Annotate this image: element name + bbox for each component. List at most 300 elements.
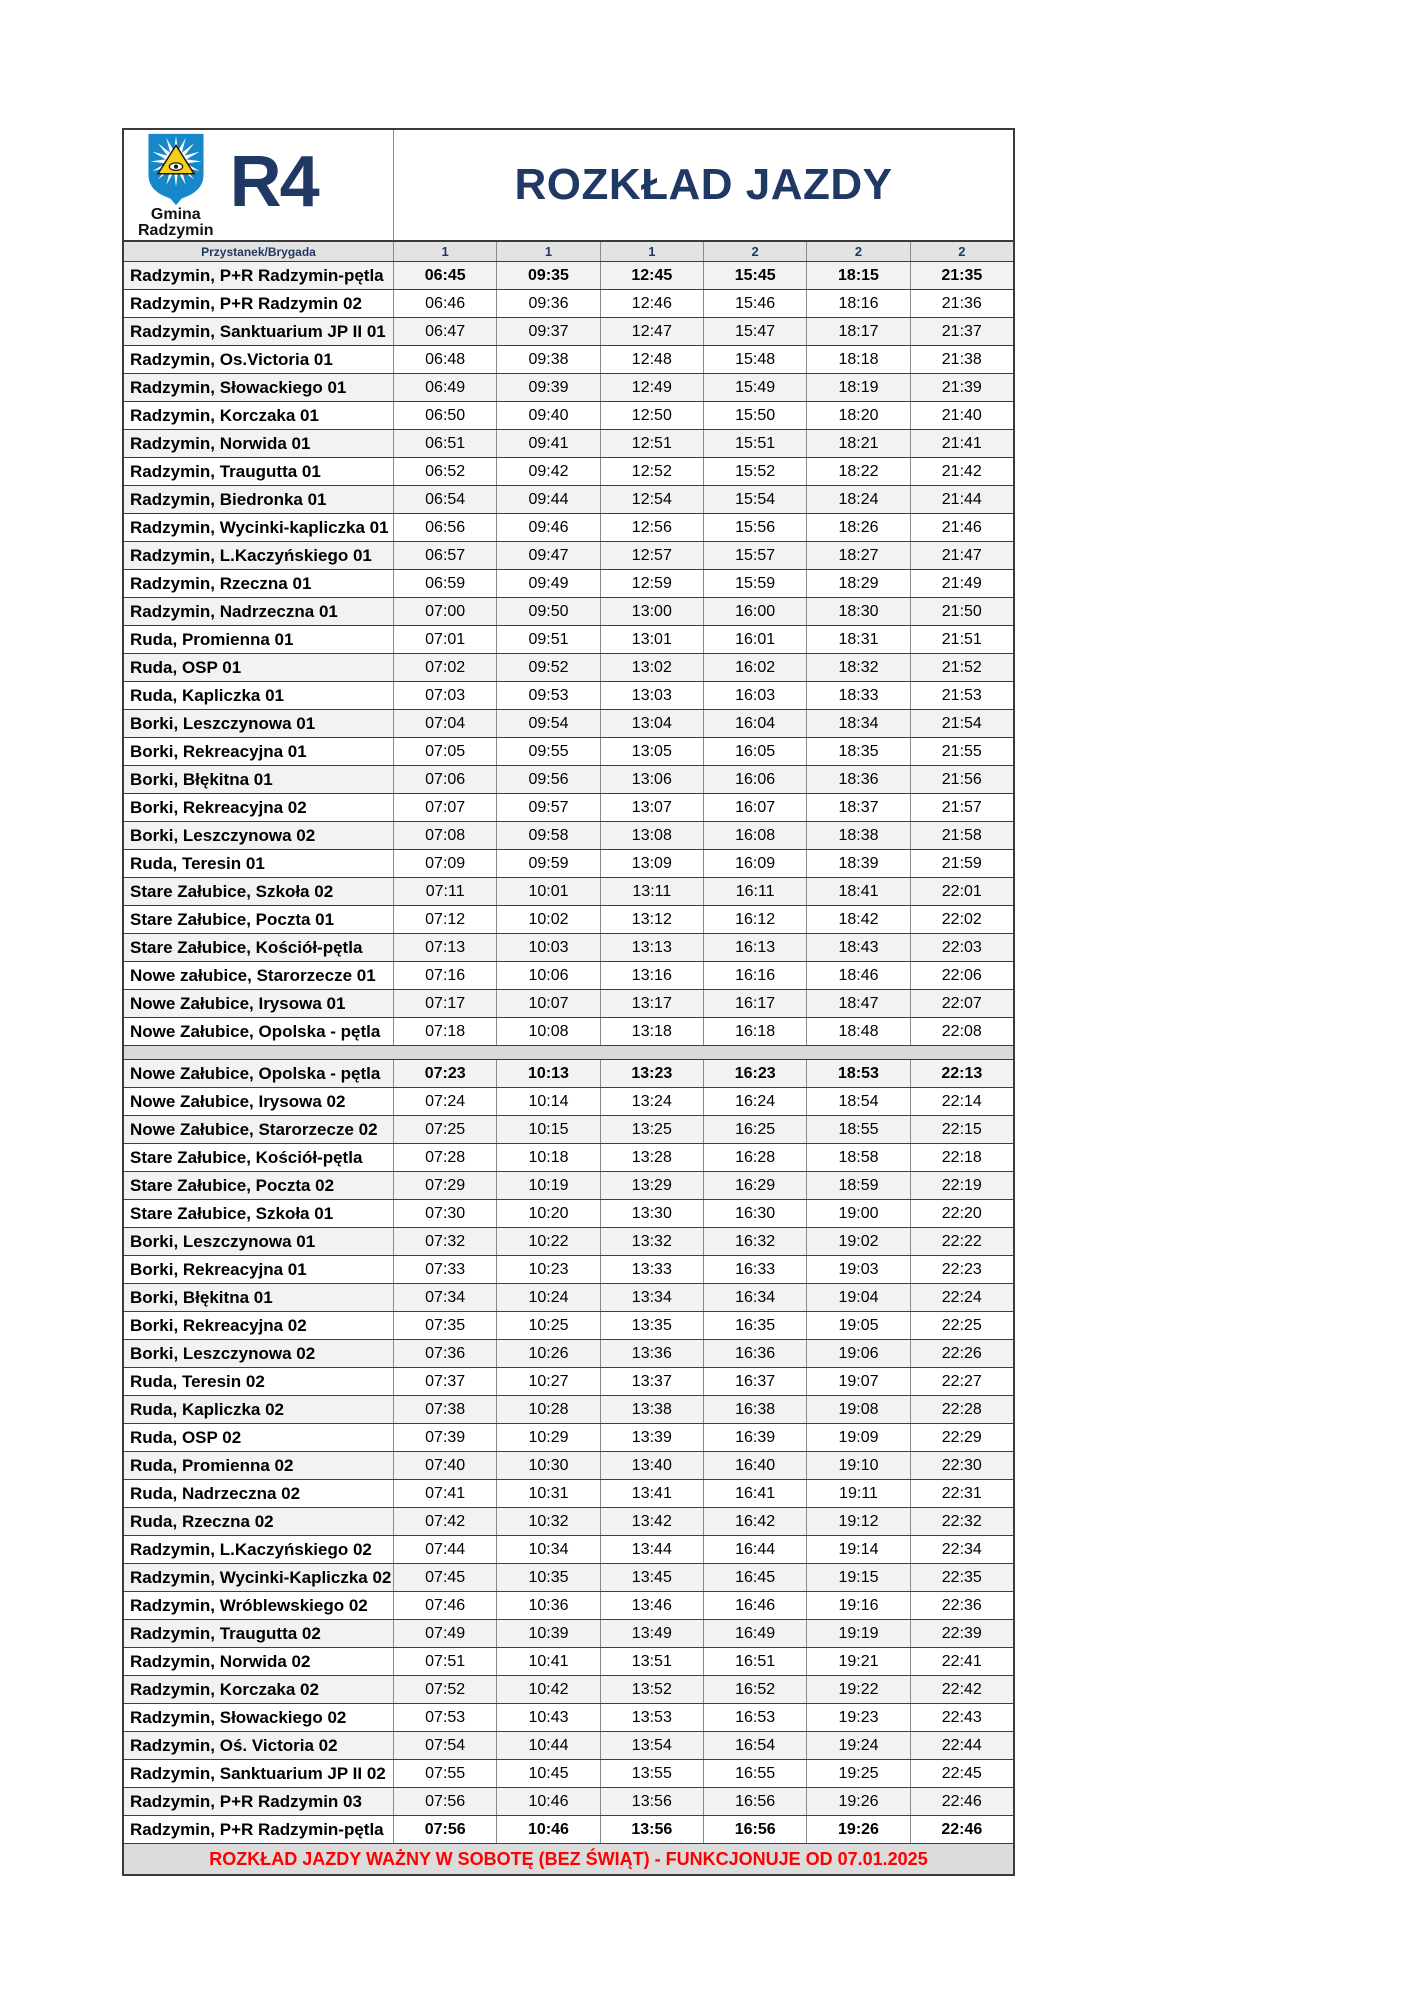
departure-time-cell: 16:13 — [703, 934, 806, 961]
stop-name-cell: Nowe załubice, Starorzecze 01 — [124, 962, 394, 989]
table-row — [124, 1256, 1013, 1284]
stop-name-cell: Nowe Załubice, Opolska - pętla — [124, 1060, 394, 1087]
departure-time-cell: 15:50 — [703, 402, 806, 429]
table-row — [124, 1620, 1013, 1648]
departure-time-cell: 12:56 — [600, 514, 703, 541]
departure-time-cell: 15:52 — [703, 458, 806, 485]
departure-time-cell: 10:46 — [496, 1816, 599, 1843]
departure-time-cell: 16:38 — [703, 1396, 806, 1423]
stop-name-cell: Radzymin, Os.Victoria 01 — [124, 346, 394, 373]
departure-time-cell: 16:54 — [703, 1732, 806, 1759]
departure-time-cell: 21:54 — [910, 710, 1013, 737]
departure-time-cell: 10:32 — [496, 1508, 599, 1535]
departure-time-cell: 06:49 — [425, 378, 466, 396]
departure-time-cell: 13:46 — [600, 1592, 703, 1619]
departure-time-cell: 18:41 — [806, 878, 909, 905]
gmina-radzymin-logo — [138, 131, 214, 240]
departure-time-cell: 22:26 — [910, 1340, 1013, 1367]
departure-time-cell: 22:02 — [910, 906, 1013, 933]
departure-time-cell: 06:52 — [425, 462, 466, 480]
stop-name-cell: Radzymin, P+R Radzymin-pętla — [124, 1816, 394, 1843]
departure-time-cell: 19:11 — [806, 1480, 909, 1507]
departure-time-cell: 16:56 — [703, 1816, 806, 1843]
departure-time-cell: 10:25 — [496, 1312, 599, 1339]
departure-time-cell: 09:41 — [496, 430, 599, 457]
departure-time-cell: 06:57 — [425, 546, 466, 564]
stop-name-cell: Radzymin, P+R Radzymin 02 — [124, 290, 394, 317]
departure-time-cell: 18:15 — [806, 262, 909, 289]
departure-time-cell: 13:23 — [600, 1060, 703, 1087]
departure-time-cell: 09:46 — [496, 514, 599, 541]
departure-time-cell: 07:18 — [425, 1022, 466, 1040]
stop-name-cell: Ruda, OSP 02 — [124, 1424, 394, 1451]
departure-time-cell: 18:48 — [806, 1018, 909, 1045]
departure-time-cell: 18:20 — [806, 402, 909, 429]
departure-time-cell: 19:03 — [806, 1256, 909, 1283]
departure-time-cell: 07:54 — [425, 1736, 466, 1754]
departure-time-cell: 09:37 — [496, 318, 599, 345]
table-row — [124, 1312, 1013, 1340]
table-row — [124, 626, 1013, 654]
departure-time-cell: 16:30 — [703, 1200, 806, 1227]
table-row — [124, 766, 1013, 794]
departure-time-cell: 18:30 — [806, 598, 909, 625]
departure-time-cell: 13:41 — [600, 1480, 703, 1507]
departure-time-cell: 10:01 — [496, 878, 599, 905]
departure-time-cell: 13:45 — [600, 1564, 703, 1591]
departure-time-cell: 18:32 — [806, 654, 909, 681]
departure-time-cell: 07:01 — [425, 630, 466, 648]
departure-time-cell: 07:35 — [425, 1316, 466, 1334]
departure-time-cell: 07:08 — [425, 826, 466, 844]
table-row — [124, 822, 1013, 850]
stop-name-cell: Borki, Rekreacyjna 02 — [124, 794, 394, 821]
departure-time-cell: 16:18 — [703, 1018, 806, 1045]
departure-time-cell: 16:29 — [703, 1172, 806, 1199]
departure-time-cell: 13:25 — [600, 1116, 703, 1143]
departure-time-cell: 13:12 — [600, 906, 703, 933]
departure-time-cell: 09:50 — [496, 598, 599, 625]
departure-time-cell: 19:21 — [806, 1648, 909, 1675]
departure-time-cell: 09:59 — [496, 850, 599, 877]
table-row — [124, 1424, 1013, 1452]
departure-time-cell: 07:30 — [425, 1204, 466, 1222]
departure-time-cell: 10:43 — [496, 1704, 599, 1731]
departure-time-cell: 09:39 — [496, 374, 599, 401]
table-row — [124, 1648, 1013, 1676]
departure-time-cell: 16:46 — [703, 1592, 806, 1619]
departure-time-cell: 10:35 — [496, 1564, 599, 1591]
stop-name-cell: Radzymin, Biedronka 01 — [124, 486, 394, 513]
departure-time-cell: 13:24 — [600, 1088, 703, 1115]
stop-name-cell: Ruda, Promienna 02 — [124, 1452, 394, 1479]
departure-time-cell: 18:47 — [806, 990, 909, 1017]
departure-time-cell: 16:07 — [703, 794, 806, 821]
departure-time-cell: 15:45 — [703, 262, 806, 289]
departure-time-cell: 15:47 — [703, 318, 806, 345]
table-row — [124, 542, 1013, 570]
departure-time-cell: 16:02 — [703, 654, 806, 681]
departure-time-cell: 10:06 — [496, 962, 599, 989]
stop-name-cell: Radzymin, Nadrzeczna 01 — [124, 598, 394, 625]
table-row — [124, 318, 1013, 346]
departure-time-cell: 13:52 — [600, 1676, 703, 1703]
table-row — [124, 1788, 1013, 1816]
departure-time-cell: 10:08 — [496, 1018, 599, 1045]
departure-time-cell: 09:54 — [496, 710, 599, 737]
departure-time-cell: 21:46 — [910, 514, 1013, 541]
table-row — [124, 1396, 1013, 1424]
departure-time-cell: 16:04 — [703, 710, 806, 737]
departure-time-cell: 18:24 — [806, 486, 909, 513]
stop-name-cell: Radzymin, Norwida 02 — [124, 1648, 394, 1675]
stop-name-cell: Stare Załubice, Szkoła 01 — [124, 1200, 394, 1227]
departure-time-cell: 13:38 — [600, 1396, 703, 1423]
departure-time-cell: 22:36 — [910, 1592, 1013, 1619]
departure-time-cell: 06:48 — [425, 350, 466, 368]
departure-time-cell: 12:48 — [600, 346, 703, 373]
departure-time-cell: 07:56 — [425, 1792, 466, 1810]
departure-time-cell: 07:40 — [425, 1456, 466, 1474]
table-row — [124, 598, 1013, 626]
logo-caption-line2: Radzymin — [138, 222, 214, 239]
departure-time-cell: 19:16 — [806, 1592, 909, 1619]
departure-time-cell: 10:07 — [496, 990, 599, 1017]
departure-time-cell: 12:46 — [600, 290, 703, 317]
departure-time-cell: 21:40 — [910, 402, 1013, 429]
departure-time-cell: 07:37 — [425, 1372, 466, 1390]
departure-time-cell: 09:57 — [496, 794, 599, 821]
logo-caption-line1: Gmina — [150, 205, 201, 223]
stop-name-cell: Nowe Załubice, Opolska - pętla — [124, 1018, 394, 1045]
brigade-column-header: 1 — [441, 244, 449, 259]
departure-time-cell: 09:40 — [496, 402, 599, 429]
stop-name-cell: Ruda, OSP 01 — [124, 654, 394, 681]
departure-time-cell: 10:02 — [496, 906, 599, 933]
table-row — [124, 934, 1013, 962]
timetable-table — [122, 128, 1015, 1876]
stop-name-cell: Stare Załubice, Poczta 02 — [124, 1172, 394, 1199]
departure-time-cell: 19:23 — [806, 1704, 909, 1731]
departure-time-cell: 10:45 — [496, 1760, 599, 1787]
stop-name-cell: Radzymin, Sanktuarium JP II 01 — [124, 318, 394, 345]
stop-name-cell: Borki, Rekreacyjna 01 — [124, 1256, 394, 1283]
departure-time-cell: 21:57 — [910, 794, 1013, 821]
departure-time-cell: 21:52 — [910, 654, 1013, 681]
departure-time-cell: 21:36 — [910, 290, 1013, 317]
departure-time-cell: 09:51 — [496, 626, 599, 653]
stop-name-cell: Stare Załubice, Kościół-pętla — [124, 934, 394, 961]
departure-time-cell: 22:35 — [910, 1564, 1013, 1591]
table-row — [124, 1172, 1013, 1200]
departure-time-cell: 16:01 — [703, 626, 806, 653]
departure-time-cell: 13:13 — [600, 934, 703, 961]
departure-time-cell: 07:09 — [425, 854, 466, 872]
stop-name-cell: Stare Załubice, Poczta 01 — [124, 906, 394, 933]
departure-time-cell: 16:24 — [703, 1088, 806, 1115]
departure-time-cell: 07:49 — [425, 1624, 466, 1642]
departure-time-cell: 16:33 — [703, 1256, 806, 1283]
departure-time-cell: 13:02 — [600, 654, 703, 681]
departure-time-cell: 18:39 — [806, 850, 909, 877]
departure-time-cell: 18:18 — [806, 346, 909, 373]
departure-time-cell: 10:26 — [496, 1340, 599, 1367]
departure-time-cell: 22:13 — [910, 1060, 1013, 1087]
radzymin-crest-icon — [145, 131, 207, 207]
departure-time-cell: 21:42 — [910, 458, 1013, 485]
departure-time-cell: 06:59 — [425, 574, 466, 592]
departure-time-cell: 13:11 — [600, 878, 703, 905]
table-row — [124, 1284, 1013, 1312]
departure-time-cell: 16:37 — [703, 1368, 806, 1395]
departure-time-cell: 22:27 — [910, 1368, 1013, 1395]
departure-time-cell: 16:53 — [703, 1704, 806, 1731]
departure-time-cell: 07:51 — [425, 1652, 466, 1670]
table-row — [124, 794, 1013, 822]
departure-time-cell: 18:43 — [806, 934, 909, 961]
route-badge: R4 — [229, 142, 318, 222]
departure-time-cell: 13:30 — [600, 1200, 703, 1227]
departure-time-cell: 10:20 — [496, 1200, 599, 1227]
departure-time-cell: 07:41 — [425, 1484, 466, 1502]
departure-time-cell: 22:22 — [910, 1228, 1013, 1255]
stop-name-cell: Borki, Błękitna 01 — [124, 1284, 394, 1311]
departure-time-cell: 22:45 — [910, 1760, 1013, 1787]
departure-time-cell: 16:55 — [703, 1760, 806, 1787]
validity-note: ROZKŁAD JAZDY WAŻNY W SOBOTĘ (BEZ ŚWIĄT) - FUNKCJONUJE OD 07.01.2025 — [209, 1848, 928, 1869]
departure-time-cell: 22:15 — [910, 1116, 1013, 1143]
stop-name-cell: Radzymin, Traugutta 01 — [124, 458, 394, 485]
table-row — [124, 1592, 1013, 1620]
departure-time-cell: 22:28 — [910, 1396, 1013, 1423]
table-row — [124, 1088, 1013, 1116]
table-row — [124, 1200, 1013, 1228]
stop-name-cell: Radzymin, Sanktuarium JP II 02 — [124, 1760, 394, 1787]
stop-name-cell: Borki, Leszczynowa 02 — [124, 1340, 394, 1367]
departure-time-cell: 19:10 — [806, 1452, 909, 1479]
departure-time-cell: 12:54 — [600, 486, 703, 513]
departure-time-cell: 18:53 — [806, 1060, 909, 1087]
departure-time-cell: 22:34 — [910, 1536, 1013, 1563]
table-row — [124, 1018, 1013, 1046]
departure-time-cell: 09:47 — [496, 542, 599, 569]
departure-time-cell: 13:53 — [600, 1704, 703, 1731]
departure-time-cell: 13:04 — [600, 710, 703, 737]
table-row — [124, 1508, 1013, 1536]
departure-time-cell: 12:51 — [600, 430, 703, 457]
departure-time-cell: 09:55 — [496, 738, 599, 765]
departure-time-cell: 10:30 — [496, 1452, 599, 1479]
departure-time-cell: 18:34 — [806, 710, 909, 737]
departure-time-cell: 19:24 — [806, 1732, 909, 1759]
departure-time-cell: 19:00 — [806, 1200, 909, 1227]
stop-name-cell: Borki, Leszczynowa 01 — [124, 710, 394, 737]
departure-time-cell: 18:35 — [806, 738, 909, 765]
departure-time-cell: 13:16 — [600, 962, 703, 989]
table-row — [124, 710, 1013, 738]
departure-time-cell: 06:45 — [424, 266, 466, 284]
departure-time-cell: 22:07 — [910, 990, 1013, 1017]
departure-time-cell: 10:36 — [496, 1592, 599, 1619]
brigade-column-header: 2 — [806, 242, 909, 261]
departure-time-cell: 07:16 — [425, 966, 466, 984]
departure-time-cell: 21:35 — [910, 262, 1013, 289]
stop-name-cell: Ruda, Nadrzeczna 02 — [124, 1480, 394, 1507]
departure-time-cell: 16:12 — [703, 906, 806, 933]
departure-time-cell: 07:06 — [425, 770, 466, 788]
table-row — [124, 1732, 1013, 1760]
departure-time-cell: 13:54 — [600, 1732, 703, 1759]
table-row — [124, 878, 1013, 906]
departure-time-cell: 19:12 — [806, 1508, 909, 1535]
departure-time-cell: 16:16 — [703, 962, 806, 989]
departure-time-cell: 13:33 — [600, 1256, 703, 1283]
departure-time-cell: 19:26 — [806, 1816, 909, 1843]
departure-time-cell: 18:33 — [806, 682, 909, 709]
stop-name-cell: Ruda, Kapliczka 02 — [124, 1396, 394, 1423]
stop-name-cell: Stare Załubice, Kościół-pętla — [124, 1144, 394, 1171]
departure-time-cell: 19:09 — [806, 1424, 909, 1451]
departure-time-cell: 12:49 — [600, 374, 703, 401]
stop-name-cell: Radzymin, Słowackiego 01 — [124, 374, 394, 401]
departure-time-cell: 21:38 — [910, 346, 1013, 373]
table-row — [124, 1060, 1013, 1088]
departure-time-cell: 18:31 — [806, 626, 909, 653]
departure-time-cell: 07:11 — [425, 882, 465, 900]
table-row — [124, 654, 1013, 682]
departure-time-cell: 22:18 — [910, 1144, 1013, 1171]
departure-time-cell: 09:42 — [496, 458, 599, 485]
table-row — [124, 402, 1013, 430]
stop-column-header: Przystanek/Brygada — [124, 242, 394, 261]
departure-time-cell: 13:37 — [600, 1368, 703, 1395]
departure-time-cell: 21:55 — [910, 738, 1013, 765]
departure-time-cell: 15:57 — [703, 542, 806, 569]
table-header-band — [124, 130, 1013, 242]
departure-time-cell: 22:19 — [910, 1172, 1013, 1199]
stop-name-cell: Nowe Załubice, Irysowa 01 — [124, 990, 394, 1017]
section-gap — [124, 1046, 1013, 1060]
departure-time-cell: 10:15 — [496, 1116, 599, 1143]
departure-time-cell: 07:32 — [425, 1232, 466, 1250]
departure-time-cell: 19:19 — [806, 1620, 909, 1647]
departure-time-cell: 10:22 — [496, 1228, 599, 1255]
departure-time-cell: 22:30 — [910, 1452, 1013, 1479]
title-cell — [394, 130, 1013, 240]
stop-name-cell: Ruda, Rzeczna 02 — [124, 1508, 394, 1535]
table-row — [124, 570, 1013, 598]
departure-time-cell: 22:39 — [910, 1620, 1013, 1647]
departure-time-cell: 09:36 — [496, 290, 599, 317]
table-row — [124, 1536, 1013, 1564]
departure-time-cell: 07:46 — [425, 1596, 466, 1614]
departure-time-cell: 16:51 — [703, 1648, 806, 1675]
departure-time-cell: 22:42 — [910, 1676, 1013, 1703]
departure-time-cell: 19:25 — [806, 1760, 909, 1787]
departure-time-cell: 16:28 — [703, 1144, 806, 1171]
departure-time-cell: 07:45 — [425, 1568, 466, 1586]
brigade-column-header: 1 — [496, 242, 599, 261]
stop-name-cell: Radzymin, Oś. Victoria 02 — [124, 1732, 394, 1759]
departure-time-cell: 07:38 — [425, 1400, 466, 1418]
departure-time-cell: 21:56 — [910, 766, 1013, 793]
departure-time-cell: 07:07 — [425, 798, 466, 816]
departure-time-cell: 21:50 — [910, 598, 1013, 625]
departure-time-cell: 18:17 — [806, 318, 909, 345]
departure-time-cell: 16:05 — [703, 738, 806, 765]
departure-time-cell: 19:04 — [806, 1284, 909, 1311]
departure-time-cell: 10:14 — [496, 1088, 599, 1115]
departure-time-cell: 13:39 — [600, 1424, 703, 1451]
table-row — [124, 990, 1013, 1018]
departure-time-cell: 22:32 — [910, 1508, 1013, 1535]
table-row — [124, 682, 1013, 710]
departure-time-cell: 06:50 — [425, 406, 466, 424]
departure-time-cell: 18:59 — [806, 1172, 909, 1199]
footer-row — [124, 1844, 1013, 1874]
departure-time-cell: 06:56 — [425, 518, 466, 536]
departure-time-cell: 06:47 — [425, 322, 466, 340]
departure-time-cell: 16:03 — [703, 682, 806, 709]
table-row — [124, 1816, 1013, 1844]
departure-time-cell: 16:23 — [703, 1060, 806, 1087]
page-title: ROZKŁAD JAZDY — [514, 160, 893, 209]
departure-time-cell: 22:14 — [910, 1088, 1013, 1115]
departure-time-cell: 12:47 — [600, 318, 703, 345]
departure-time-cell: 09:49 — [496, 570, 599, 597]
departure-time-cell: 22:41 — [910, 1648, 1013, 1675]
stop-name-cell: Ruda, Teresin 02 — [124, 1368, 394, 1395]
departure-time-cell: 18:21 — [806, 430, 909, 457]
departure-time-cell: 10:18 — [496, 1144, 599, 1171]
departure-time-cell: 16:08 — [703, 822, 806, 849]
departure-time-cell: 13:17 — [600, 990, 703, 1017]
stop-name-cell: Radzymin, Wróblewskiego 02 — [124, 1592, 394, 1619]
stop-name-cell: Borki, Leszczynowa 02 — [124, 822, 394, 849]
departure-time-cell: 22:43 — [910, 1704, 1013, 1731]
departure-time-cell: 13:06 — [600, 766, 703, 793]
departure-time-cell: 12:57 — [600, 542, 703, 569]
departure-time-cell: 13:32 — [600, 1228, 703, 1255]
departure-time-cell: 22:03 — [910, 934, 1013, 961]
table-row — [124, 1144, 1013, 1172]
departure-time-cell: 16:06 — [703, 766, 806, 793]
departure-time-cell: 21:49 — [910, 570, 1013, 597]
departure-time-cell: 13:08 — [600, 822, 703, 849]
table-row — [124, 458, 1013, 486]
stop-name-cell: Radzymin, Słowackiego 02 — [124, 1704, 394, 1731]
departure-time-cell: 10:31 — [496, 1480, 599, 1507]
departure-time-cell: 18:54 — [806, 1088, 909, 1115]
departure-time-cell: 10:44 — [496, 1732, 599, 1759]
departure-time-cell: 10:13 — [496, 1060, 599, 1087]
departure-time-cell: 21:44 — [910, 486, 1013, 513]
table-row — [124, 346, 1013, 374]
departure-time-cell: 16:52 — [703, 1676, 806, 1703]
departure-time-cell: 19:05 — [806, 1312, 909, 1339]
departure-time-cell: 18:26 — [806, 514, 909, 541]
departure-time-cell: 19:02 — [806, 1228, 909, 1255]
departure-time-cell: 13:42 — [600, 1508, 703, 1535]
departure-time-cell: 13:07 — [600, 794, 703, 821]
departure-time-cell: 22:06 — [910, 962, 1013, 989]
departure-time-cell: 06:51 — [425, 434, 466, 452]
departure-time-cell: 13:01 — [600, 626, 703, 653]
departure-time-cell: 07:12 — [425, 910, 466, 928]
brigade-column-header: 1 — [600, 242, 703, 261]
departure-time-cell: 16:39 — [703, 1424, 806, 1451]
departure-time-cell: 07:56 — [424, 1820, 466, 1838]
